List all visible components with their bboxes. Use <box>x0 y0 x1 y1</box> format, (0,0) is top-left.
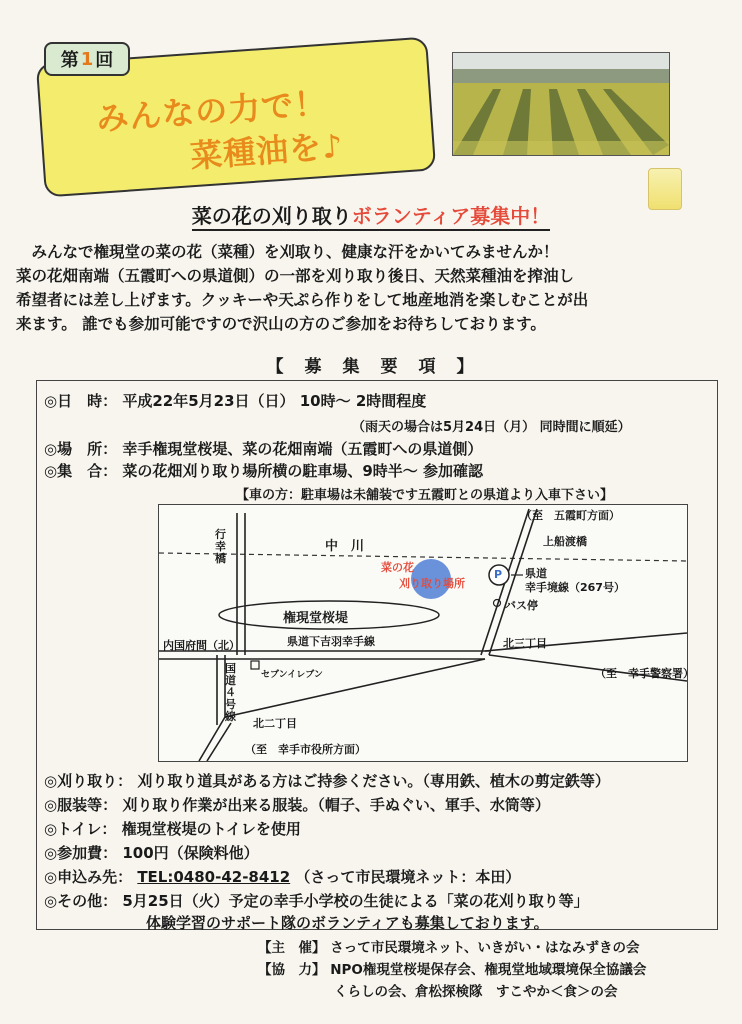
item-label: ◎トイレ： <box>44 820 117 838</box>
item-label: ◎その他： <box>44 892 118 910</box>
map-gyokobashi: 行幸橋 <box>215 528 226 565</box>
item-label: ◎参加費： <box>44 844 118 862</box>
meet-label: ◎集 合： <box>44 462 118 480</box>
subtitle-part1: 菜の花の刈り取り <box>191 204 352 228</box>
item-row <box>44 890 589 911</box>
item-label: ◎服装等： <box>44 796 118 814</box>
phone-number: TEL:0480-42-8412 <box>137 868 291 886</box>
place-value: 幸手権現堂桜堤、菜の花畑南端（五霞町への県道側） <box>122 440 483 458</box>
item-label: ◎申込み先： <box>44 868 133 886</box>
item-row <box>44 770 610 791</box>
item-label: ◎刈り取り： <box>44 772 133 790</box>
map-field-label1: 菜の花 <box>381 561 414 574</box>
date-row <box>44 390 426 411</box>
issue-badge <box>44 42 130 76</box>
date-label: ◎日 時： <box>44 392 118 410</box>
headline-line1: みんなの力で！ <box>95 83 329 139</box>
map-prefroad1: 県道 <box>525 567 547 580</box>
map-route4: 国道４号線 <box>225 662 236 723</box>
map-kitasan: 北三丁目 <box>503 637 547 650</box>
item-value: 刈り取り道具がある方はご持参ください。（専用鉄、植木の剪定鉄等） <box>137 772 610 790</box>
item-value: 100円（保険料他） <box>122 844 259 862</box>
intro-line: 来ます。 誰でも参加可能ですので沢山の方のご参加をお待ちしております。 <box>16 315 546 333</box>
map-sakurazutsumi: 権現堂桜堤 <box>283 611 349 626</box>
rapeseed-field-photo <box>452 52 670 156</box>
contact-name: （さって市民環境ネット：本田） <box>295 868 521 886</box>
map-kitani: 北二丁目 <box>253 717 297 730</box>
access-map <box>158 504 694 762</box>
place-row <box>44 438 482 459</box>
badge-number: 1 <box>80 48 94 70</box>
item-row <box>44 866 520 887</box>
map-to-police: （至 幸手警察署） <box>595 667 694 680</box>
map-parking-icon: P <box>494 568 503 581</box>
badge-suffix: 回 <box>95 50 114 71</box>
subtitle-part2: ボランティア募集中！ <box>351 204 551 228</box>
map-to-goka: （至 五霞町方面） <box>521 509 620 522</box>
host-label: 【主 催】 <box>258 940 326 956</box>
item-value: 権現堂桜堤のトイレを使用 <box>121 820 301 838</box>
item-value: 刈り取り作業が出来る服装。（帽子、手ぬぐい、軍手、水筒等） <box>122 796 550 814</box>
intro-line: 希望者には差し上げます。クッキーや天ぷら作りをして地産地消を楽しむことが出 <box>16 291 589 309</box>
place-label: ◎場 所： <box>44 440 118 458</box>
intro-line: 菜の花畑南端（五霞町への県道側）の一部を刈り取り後日、天然菜種油を搾油し <box>16 267 575 285</box>
headline-line2: 菜種油を♪ <box>189 126 345 176</box>
map-prefroad2: 幸手境線（267号） <box>525 581 625 594</box>
item-value: 5月25日（火）予定の幸手小学校の生徒による「菜の花刈り取り等」 <box>122 892 589 910</box>
map-shimoyoshiba: 県道下吉羽幸手線 <box>287 635 375 648</box>
other-line2: 体験学習のサポート隊のボランティアも募集しております。 <box>146 914 549 932</box>
item-row <box>44 842 259 863</box>
map-to-cityhall: （至 幸手市役所方面） <box>245 743 366 756</box>
host-value: さって市民環境ネット、いきがい・はなみずきの会 <box>330 940 640 956</box>
date-value: 平成22年5月23日（日） 10時～ 2時間程度 <box>122 392 427 410</box>
intro-paragraph <box>16 240 728 336</box>
meet-value: 菜の花畑刈り取り場所横の駐車場、9時半～ 参加確認 <box>122 462 483 480</box>
meet-row <box>44 460 483 481</box>
map-seven: セブンイレブン <box>261 670 323 680</box>
coop-value-line2: くらしの会、倉松探検隊 すこやか＜食＞の会 <box>334 984 618 1000</box>
section-title: 【 募 集 要 項 】 <box>266 357 476 377</box>
badge-prefix: 第 <box>60 50 79 71</box>
map-kamifunato: 上船渡橋 <box>543 535 587 548</box>
map-field-label2: 刈り取り場所 <box>399 577 465 590</box>
intro-line: みんなで権現堂の菜の花（菜種）を刈取り、健康な汗をかいてみませんか！ <box>16 243 559 261</box>
host-row <box>258 936 640 956</box>
item-row <box>44 794 550 815</box>
coop-row <box>258 958 646 978</box>
subtitle <box>0 200 742 229</box>
map-nakagawa: 中 川 <box>325 539 365 554</box>
item-row <box>44 818 301 839</box>
coop-value: NPO権現堂桜堤保存会、権現堂地域環境保全協議会 <box>330 962 647 978</box>
coop-label: 【協 力】 <box>258 962 326 978</box>
car-note: 【車の方：駐車場は未舗装です五霞町との県道より入車下さい】 <box>236 488 614 503</box>
date-note: （雨天の場合は5月24日（月） 同時間に順延） <box>352 420 631 435</box>
map-uchikunifu: 内国府間（北） <box>163 639 240 652</box>
map-busstop: バス停 <box>505 599 538 612</box>
